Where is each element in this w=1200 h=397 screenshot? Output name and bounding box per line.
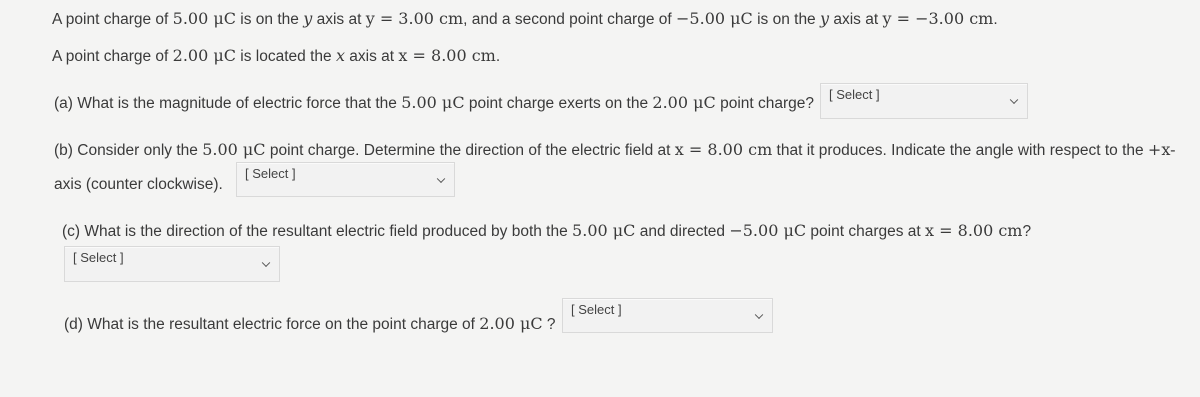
intro-text: .: [495, 48, 501, 65]
question-text: ?: [542, 316, 556, 333]
question-text: (a) What is the magnitude of electric force that the: [54, 95, 402, 112]
position-value: y = −3.00 cm: [882, 9, 994, 28]
position-value: x = 8.00 cm: [398, 46, 496, 65]
question-a: [54, 93, 814, 114]
intro-text: .: [993, 11, 998, 28]
position-value: y = 3.00 cm: [365, 9, 464, 28]
answer-select-c[interactable]: [64, 246, 280, 282]
intro-text: axis at: [312, 11, 366, 28]
position-value: x = 8.00 cm: [925, 221, 1023, 240]
intro-text: is located the: [236, 48, 336, 65]
charge-value: 2.00 μC: [652, 93, 716, 112]
question-text: point charge. Determine the direction of the electric field at: [265, 142, 675, 159]
intro-text: is on the: [752, 11, 820, 28]
axis-variable: x: [335, 46, 345, 65]
answer-select-d[interactable]: [562, 298, 773, 333]
answer-select-b[interactable]: [236, 162, 455, 197]
question-text: (b) Consider only the: [54, 142, 203, 159]
intro-line-1: [52, 9, 998, 30]
question-text: point charge?: [715, 95, 815, 112]
chevron-down-icon: [262, 259, 270, 267]
charge-value: 5.00 μC: [202, 140, 266, 159]
intro-text: axis at: [829, 11, 883, 28]
charge-value: 2.00 μC: [479, 314, 543, 333]
question-text: and directed: [635, 223, 730, 240]
question-text: point charge exerts on the: [464, 95, 653, 112]
question-text: (c) What is the direction of the resultant electric field produced by both the: [62, 223, 573, 240]
axis-variable: y: [820, 9, 830, 28]
intro-text: is on the: [236, 11, 304, 28]
intro-text: axis at: [344, 48, 399, 65]
question-b-continued: [54, 175, 223, 195]
chevron-down-icon: [755, 310, 763, 318]
question-text: that it produces. Indicate the angle with respect to the: [772, 142, 1148, 159]
charge-value: 2.00 μC: [172, 46, 236, 65]
axis-variable: y: [303, 9, 313, 28]
chevron-down-icon: [437, 174, 445, 182]
question-d: [64, 314, 556, 335]
position-value: x = 8.00 cm: [674, 140, 773, 159]
charge-value: 5.00 μC: [401, 93, 465, 112]
answer-select-a[interactable]: [820, 83, 1028, 119]
charge-value: −5.00 μC: [676, 9, 753, 28]
intro-text: A point charge of: [52, 11, 173, 28]
charge-value: 5.00 μC: [572, 221, 636, 240]
select-placeholder: [ Select ]: [829, 87, 880, 102]
intro-text: A point charge of: [52, 48, 173, 65]
select-placeholder: [ Select ]: [571, 302, 622, 317]
charge-value: −5.00 μC: [729, 221, 807, 240]
question-c: [62, 221, 1031, 242]
chevron-down-icon: [1010, 96, 1018, 104]
question-text: ?: [1022, 223, 1032, 240]
question-text: point charges at: [806, 223, 926, 240]
select-placeholder: [ Select ]: [73, 250, 124, 265]
select-placeholder: [ Select ]: [245, 166, 296, 181]
question-text: (d) What is the resultant electric force on the point charge of: [64, 316, 480, 333]
charge-value: 5.00 μC: [172, 9, 236, 28]
intro-text: , and a second point charge of: [463, 11, 677, 28]
question-text: axis (counter clockwise).: [54, 176, 223, 193]
question-b: [54, 140, 1175, 161]
axis-variable: +x-: [1147, 140, 1176, 159]
intro-line-2: [52, 46, 500, 67]
